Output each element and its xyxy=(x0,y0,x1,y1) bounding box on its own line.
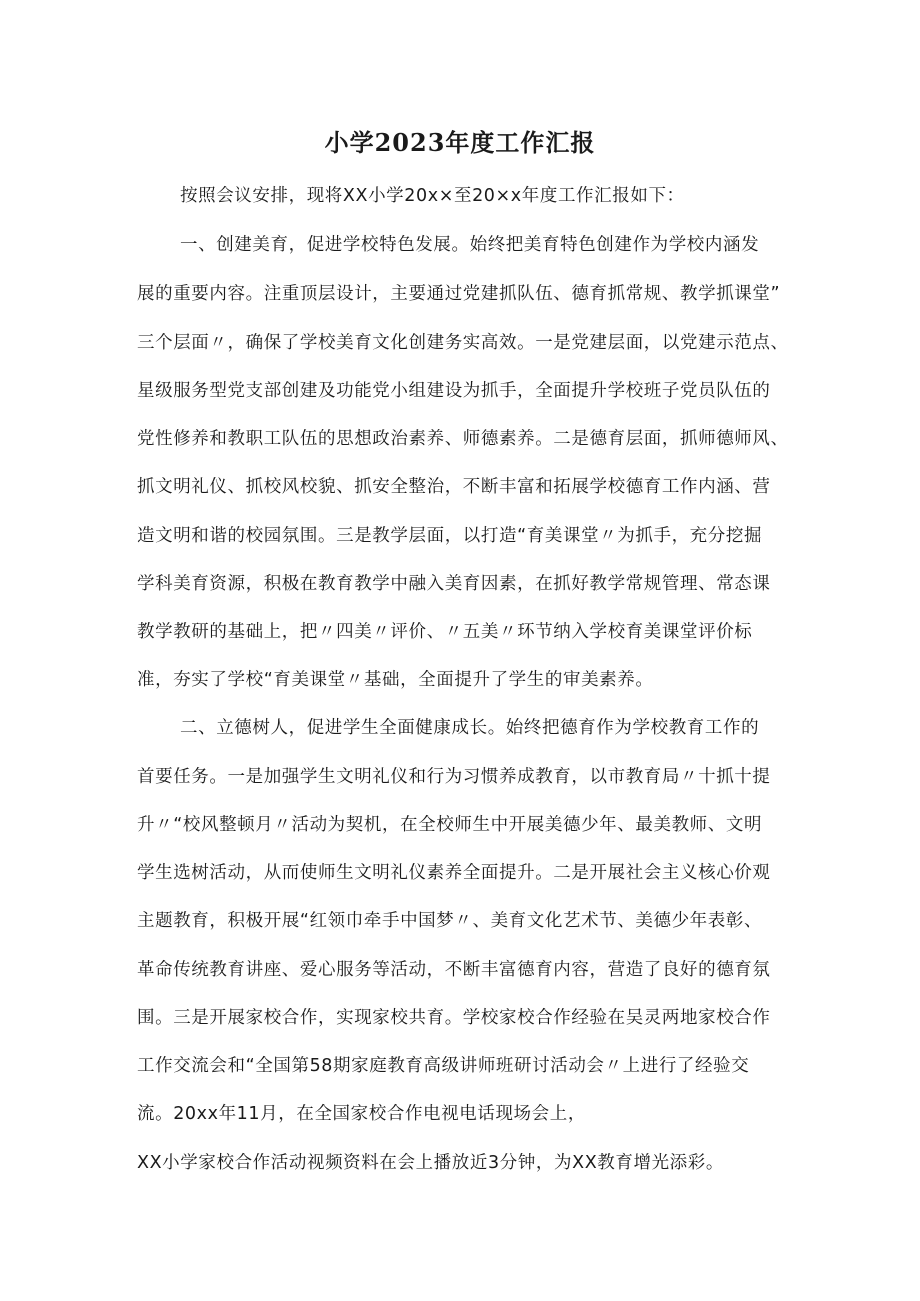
text-line: 星级服务型党支部创建及功能党小组建设为抓手，全面提升学校班子党员队伍的 xyxy=(137,381,771,401)
text-line: 准，夯实了学校“育美课堂〃基础，全面提升了学生的审美素养。 xyxy=(137,670,654,690)
text-line: 围。三是开展家校合作，实现家校共育。学校家校合作经验在吴灵两地家校合作 xyxy=(137,1008,771,1028)
text-line: 教学教研的基础上，把〃四美〃评价、〃五美〃环节纳入学校育美课堂评价标 xyxy=(137,622,753,642)
text-line: 革命传统教育讲座、爱心服务等活动，不断丰富德育内容，营造了良好的德育氛 xyxy=(137,960,771,980)
text-line: 升〃“校风整顿月〃活动为契机，在全校师生中开展美德少年、最美教师、文明 xyxy=(137,815,763,835)
text-line: 工作交流会和“全国第58期家庭教育高级讲师班研讨活动会〃上进行了经验交 xyxy=(137,1056,750,1076)
text-line: 一、创建美育，促进学校特色发展。始终把美育特色创建作为学校内涵发 xyxy=(180,235,760,255)
text-line: 按照会议安排，现将XX小学20x×至20×x年度工作汇报如下： xyxy=(180,186,685,206)
text-line: 主题教育，积极开展“红领巾牵手中国梦〃、美育文化艺术节、美德少年表彰、 xyxy=(137,911,763,931)
text-line: 造文明和谐的校园氛围。三是教学层面，以打造“育美课堂〃为抓手，充分挖掘 xyxy=(137,526,763,546)
text-line: 抓文明礼仪、抓校风校貌、抓安全整治，不断丰富和拓展学校德育工作内涵、营 xyxy=(137,477,771,497)
text-line: 党性修养和教职工队伍的思想政治素养、师德素养。二是德育层面，抓师德师风、 xyxy=(137,429,789,449)
text-line: 学生选树活动，从而使师生文明礼仪素养全面提升。二是开展社会主义核心价观 xyxy=(137,863,771,883)
text-line: 展的重要内容。注重顶层设计，主要通过党建抓队伍、德育抓常规、教学抓课堂” xyxy=(137,284,781,304)
text-line: 二、立德树人，促进学生全面健康成长。始终把德育作为学校教育工作的 xyxy=(180,718,760,738)
text-line: 三个层面〃，确保了学校美育文化创建务实高效。一是党建层面，以党建示范点、 xyxy=(137,333,789,353)
text-line: XX小学家校合作活动视频资料在会上播放近3分钟，为XX教育增光添彩。 xyxy=(137,1153,724,1173)
text-line: 流。20xx年11月，在全国家校合作电视电话现场会上， xyxy=(137,1104,586,1124)
text-line: 学科美育资源，积极在教育教学中融入美育因素，在抓好教学常规管理、常态课 xyxy=(137,574,771,594)
document-title: 小学2023年度工作汇报 xyxy=(324,128,596,157)
text-line: 首要任务。一是加强学生文明礼仪和行为习惯养成教育，以市教育局〃十抓十提 xyxy=(137,767,771,787)
